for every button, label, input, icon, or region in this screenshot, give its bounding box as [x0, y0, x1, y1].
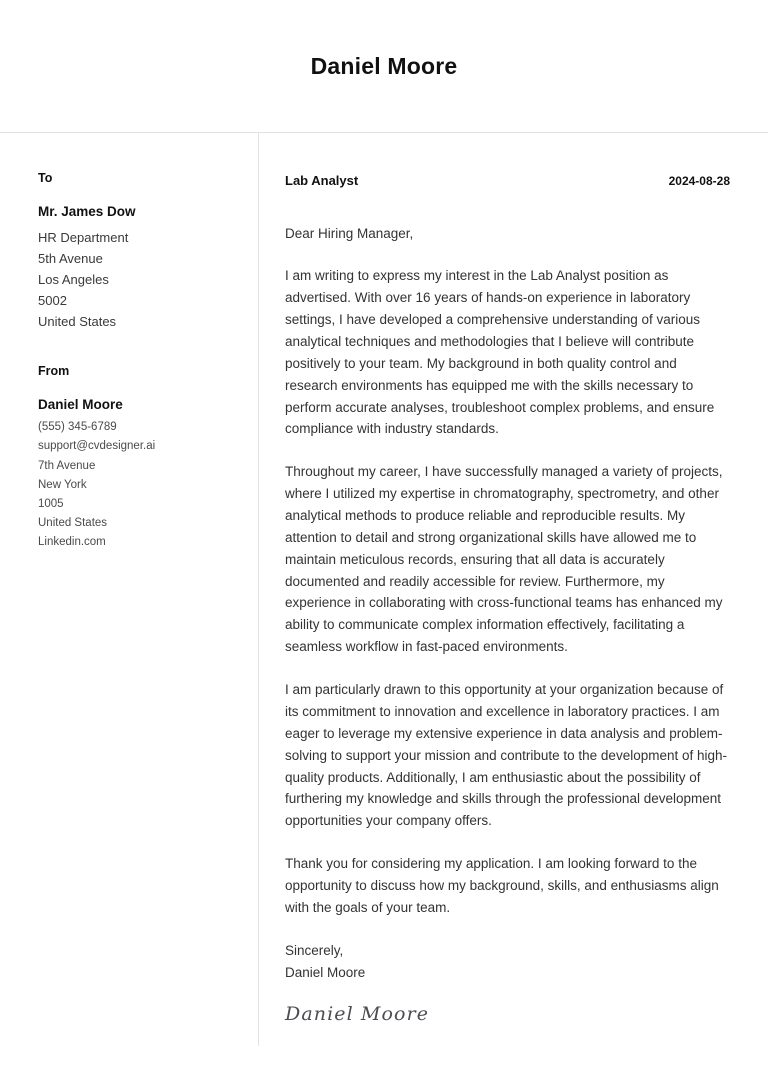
letter-header — [0, 0, 768, 133]
letter-meta-row — [285, 173, 730, 189]
recipient-address-line: Los Angeles — [38, 271, 109, 287]
sender-email: support@cvdesigner.ai — [38, 440, 156, 453]
sender-block — [38, 364, 238, 552]
letter-paragraph: Thank you for considering my application. I am looking forward to the opportunity to discuss how my background, skills, and enthusiasms align with the goals of your team. — [285, 856, 719, 915]
closing-name: Daniel Moore — [285, 964, 366, 980]
sender-label: From — [38, 363, 70, 378]
sender-address-line: New York — [38, 478, 87, 491]
sender-address-line: 7th Avenue — [38, 459, 96, 472]
sidebar-contact-panel — [0, 133, 258, 552]
page-title: Daniel Moore — [310, 52, 458, 79]
recipient-label: To — [38, 171, 53, 185]
letter-date: 2024-08-28 — [668, 174, 730, 188]
sender-address-line: United States — [38, 516, 108, 529]
sender-website: Linkedin.com — [38, 535, 106, 548]
recipient-name: Mr. James Dow — [38, 204, 136, 219]
job-title: Lab Analyst — [285, 173, 359, 188]
recipient-address-line: 5th Avenue — [38, 250, 103, 266]
recipient-address-line: 5002 — [38, 292, 67, 308]
letter-paragraph: Throughout my career, I have successfully managed a variety of projects, where I utilized my expertise in chromatography, spectrometry, and other analytical methods to produce reliable and reproducible results. My attention to detail and strong organizational skills have allowed me to maintain meticulous records, ensuring that all data is accurately documented and readily accessible for review. Furthermore, my experience in collaborating with cross-functional teams has enhanced my ability to communicate complex information effectively, facilitating a seamless workflow in fast-paced environments. — [285, 464, 723, 655]
recipient-address-line: United States — [38, 313, 117, 329]
closing-block — [285, 940, 730, 984]
sender-phone: (555) 345-6789 — [38, 421, 117, 434]
signature: Daniel Moore — [285, 1003, 430, 1026]
letter-content — [259, 133, 768, 1026]
recipient-block — [38, 171, 238, 332]
letter-paragraph: I am particularly drawn to this opportunity at your organization because of its commitment to innovation and excellence in laboratory practices. I am eager to leverage my extensive experience in data analysis and problem-solving to support your mission and contribute to the development of high-quality products. Additionally, I am enthusiastic about the possibility of furthering my knowledge and skills through the professional development opportunities your company offers. — [285, 682, 728, 829]
sender-address-line: 1005 — [38, 497, 64, 510]
salutation: Dear Hiring Manager, — [285, 225, 414, 241]
sender-name: Daniel Moore — [38, 396, 123, 412]
letter-paragraph: I am writing to express my interest in the Lab Analyst position as advertised. With over 16 years of hands-on experience in laboratory settings, I have developed a comprehensive understanding of various analytical techniques and methodologies that I believe will contribute positively to your team. My background in both quality control and research environments has equipped me with the skills necessary to perform accurate analyses, troubleshoot complex problems, and ensure compliance with industry standards. — [285, 268, 715, 437]
closing-salutation: Sincerely, — [285, 942, 344, 958]
recipient-address-line: HR Department — [38, 229, 129, 245]
letter-body — [0, 133, 768, 1046]
